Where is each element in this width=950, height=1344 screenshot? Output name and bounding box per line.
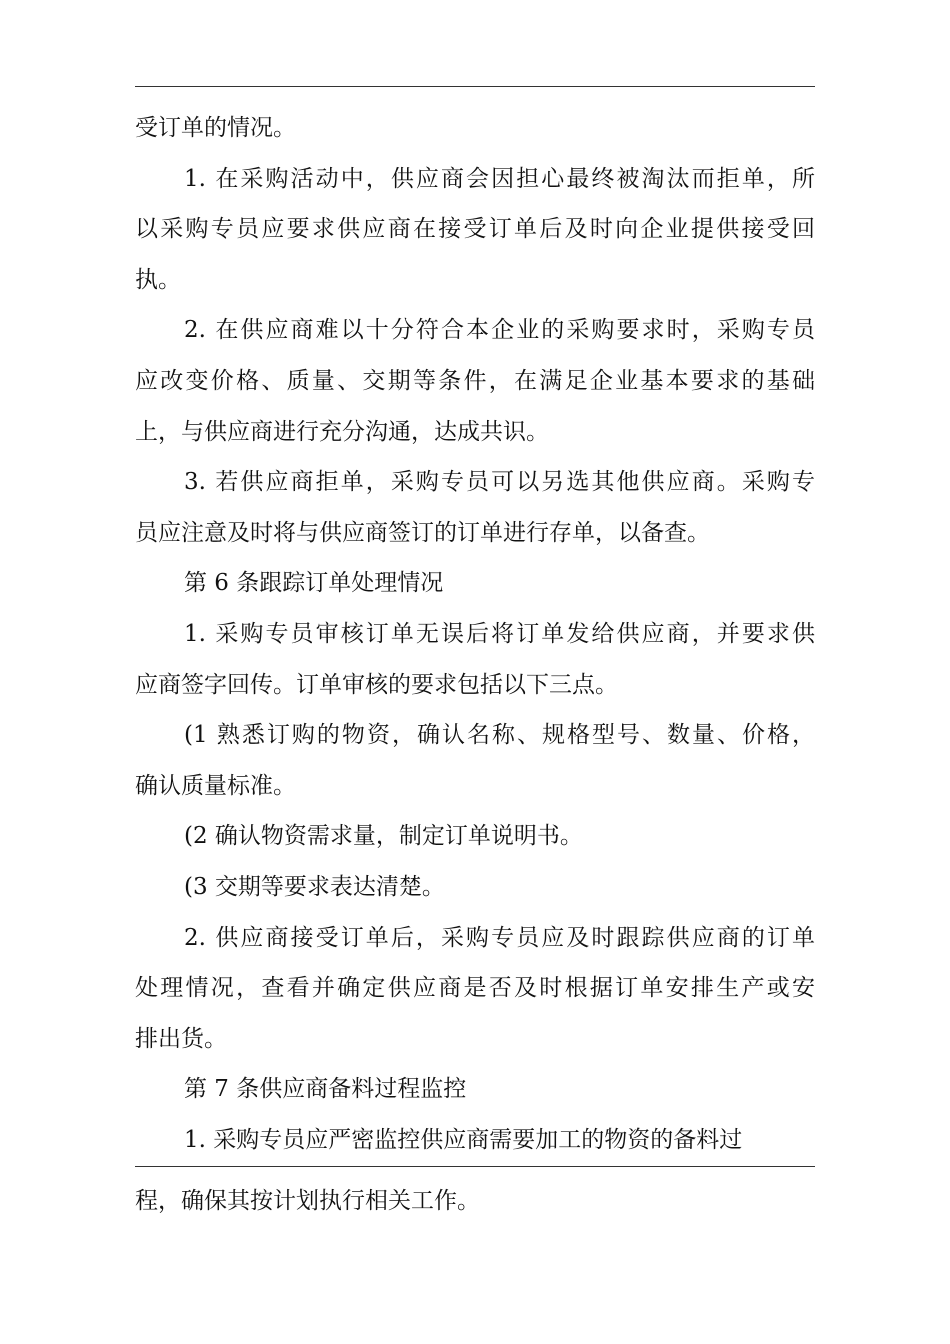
text-line: 受订单的情况。 xyxy=(135,115,296,141)
page-break-rule xyxy=(135,1166,815,1167)
text-line: 应改变价格、质量、交期等条件，在满足企业基本要求的基础 xyxy=(135,367,815,394)
section-heading: 第 7 条供应商备料过程监控 xyxy=(184,1076,467,1103)
continuation-line: 程，确保其按计划执行相关工作。 xyxy=(135,1188,480,1214)
text-line: 2. 在供应商难以十分符合本企业的采购要求时，采购专员 xyxy=(184,317,815,344)
text-line: 1. 在采购活动中，供应商会因担心最终被淘汰而拒单，所 xyxy=(184,165,815,192)
text-line: 处理情况，查看并确定供应商是否及时根据订单安排生产或安 xyxy=(135,975,815,1002)
text-line: (3 交期等要求表达清楚。 xyxy=(184,873,445,900)
text-line: 3. 若供应商拒单，采购专员可以另选其他供应商。采购专 xyxy=(184,469,815,496)
text-line: 员应注意及时将与供应商签订的订单进行存单，以备查。 xyxy=(135,519,710,546)
text-line: 1. 采购专员应严密监控供应商需要加工的物资的备料过 xyxy=(184,1126,743,1153)
text-line: 上，与供应商进行充分沟通，达成共识。 xyxy=(135,418,549,445)
header-rule xyxy=(135,86,815,87)
text-line: 2. 供应商接受订单后，采购专员应及时跟踪供应商的订单 xyxy=(184,924,815,951)
text-line: 确认质量标准。 xyxy=(135,772,296,799)
text-line: 以采购专员应要求供应商在接受订单后及时向企业提供接受回 xyxy=(135,216,815,243)
document-body xyxy=(135,103,815,1165)
section-heading: 第 6 条跟踪订单处理情况 xyxy=(184,570,444,597)
text-line: 应商签字回传。订单审核的要求包括以下三点。 xyxy=(135,671,618,698)
text-line: (1 熟悉订购的物资，确认名称、规格型号、数量、价格， xyxy=(184,722,815,749)
text-line: 执。 xyxy=(135,266,181,293)
text-line: 排出货。 xyxy=(135,1025,227,1052)
text-line: (2 确认物资需求量，制定订单说明书。 xyxy=(184,823,583,850)
text-line: 1. 采购专员审核订单无误后将订单发给供应商，并要求供 xyxy=(184,620,815,647)
